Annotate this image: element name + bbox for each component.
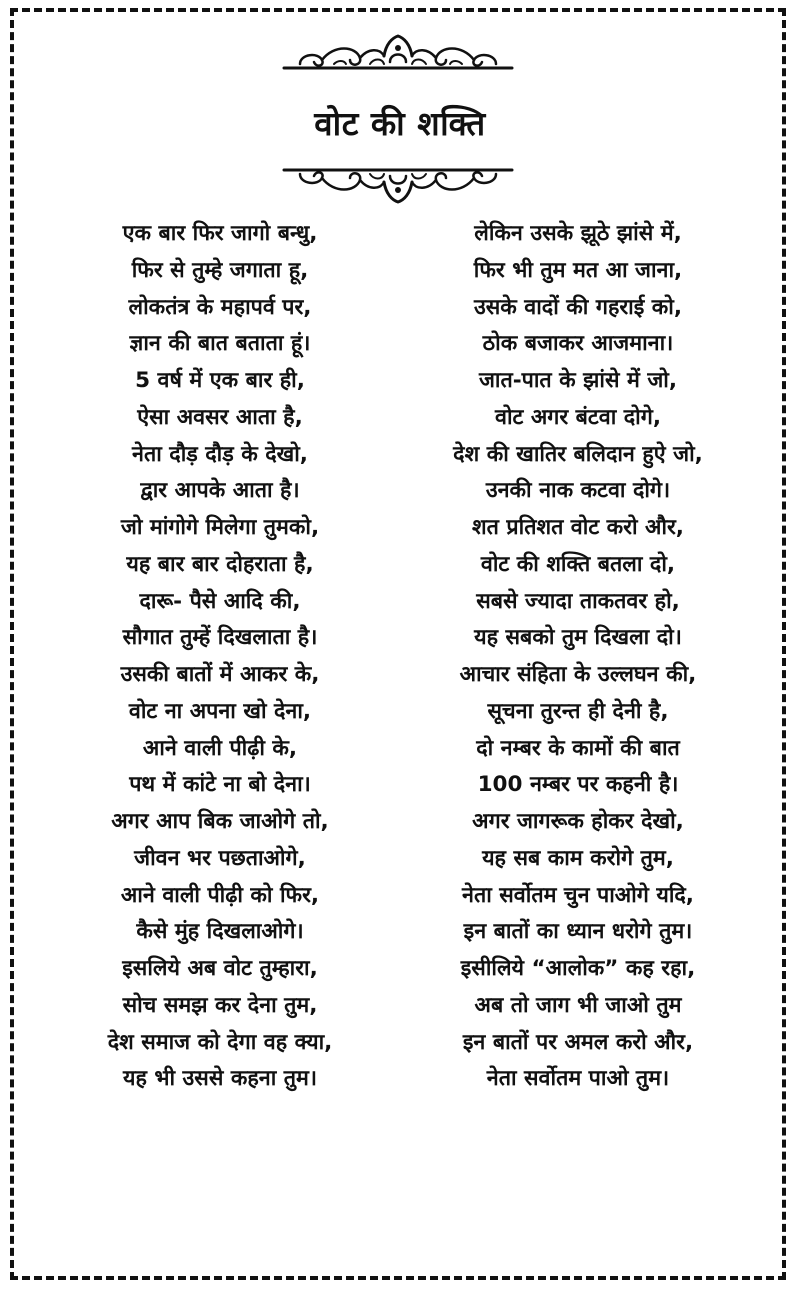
poem-line: जीवन भर पछताओगे, bbox=[134, 845, 306, 871]
poem-line: आने वाली पीढ़ी को फिर, bbox=[120, 882, 320, 908]
poem-line: इन बातों का ध्यान धरोगे तुम। bbox=[463, 919, 693, 945]
poem-line: 100 नम्बर पर कहनी है। bbox=[477, 772, 679, 798]
poem-line: लोकतंत्र के महापर्व पर, bbox=[128, 294, 312, 320]
poem-line: ठोक बजाकर आजमाना। bbox=[482, 331, 674, 357]
poem-line: आचार संहिता के उल्लघन की, bbox=[459, 662, 697, 687]
decorative-flourish-bottom-icon bbox=[278, 162, 518, 206]
poem-line: यह सबको तुम दिखला दो। bbox=[474, 625, 682, 651]
poem-line: इसलिये अब वोट तुम्हारा, bbox=[122, 956, 318, 981]
poem-line: फिर से तुम्हे जगाता हू, bbox=[131, 257, 309, 283]
poem-line: सोच समझ कर देना तुम, bbox=[122, 992, 318, 1018]
poem-line: ऐसा अवसर आता है, bbox=[137, 404, 303, 430]
poem-line: यह सब काम करोगे तुम, bbox=[482, 845, 674, 871]
poem-line: उसकी बातों में आकर के, bbox=[120, 662, 320, 687]
poem-line: 5 वर्ष में एक बार ही, bbox=[135, 368, 305, 393]
poem-line: कैसे मुंह दिखलाओगे। bbox=[136, 919, 304, 945]
poem-line: सबसे ज्यादा ताकतवर हो, bbox=[476, 588, 680, 614]
poem-line: इसीलिये “आलोक” कह रहा, bbox=[460, 956, 696, 981]
poem-line: उनकी नाक कटवा दोगे। bbox=[485, 478, 671, 504]
poem-line: वोट ना अपना खो देना, bbox=[128, 698, 312, 724]
poem-line: द्वार आपके आता है। bbox=[140, 478, 300, 504]
poem-line: नेता सर्वोतम चुन पाओगे यदि, bbox=[462, 882, 694, 908]
poem-line: शत प्रतिशत वोट करो और, bbox=[472, 515, 684, 540]
poem-line: लेकिन उसके झूठे झांसे में, bbox=[474, 221, 682, 246]
poem-line: यह भी उससे कहना तुम। bbox=[122, 1066, 318, 1092]
poem-line: देश की खातिर बलिदान हुऐ जो, bbox=[453, 441, 703, 467]
poem-line: फिर भी तुम मत आ जाना, bbox=[473, 257, 683, 283]
poem-line: जात-पात के झांसे में जो, bbox=[478, 368, 678, 393]
decorative-flourish-top-icon bbox=[278, 32, 518, 76]
poem-title: वोट की शक्ति bbox=[314, 104, 486, 143]
poem-line: नेता दौड़ दौड़ के देखो, bbox=[132, 441, 308, 467]
poem-line: दो नम्बर के कामों की बात bbox=[476, 735, 680, 761]
poem-line: जो मांगोगे मिलेगा तुमको, bbox=[120, 515, 320, 540]
poem-line: वोट अगर बंटवा दोगे, bbox=[494, 404, 662, 430]
poem-line: एक बार फिर जागो बन्धु, bbox=[122, 221, 318, 246]
poem-line: देश समाज को देगा वह क्या, bbox=[107, 1029, 333, 1055]
poem-line: आने वाली पीढ़ी के, bbox=[142, 735, 298, 761]
poem-line: अब तो जाग भी जाओ तुम bbox=[474, 992, 682, 1018]
poem-line: अगर आप बिक जाओगे तो, bbox=[111, 809, 329, 834]
poem-column-right bbox=[398, 216, 758, 1098]
poem-line: यह बार बार दोहराता है, bbox=[126, 551, 314, 577]
poem-line: इन बातों पर अमल करो और, bbox=[462, 1029, 694, 1055]
poem-line: वोट की शक्ति बतला दो, bbox=[480, 551, 676, 577]
poem-line: ज्ञान की बात बताता हूं। bbox=[129, 331, 311, 357]
poem-line: नेता सर्वोतम पाओ तुम। bbox=[486, 1066, 670, 1092]
poem-line: दारू- पैसे आदि की, bbox=[139, 588, 301, 614]
poem-line: सौगात तुम्हें दिखलाता है। bbox=[122, 625, 318, 651]
poem-column-left bbox=[40, 216, 400, 1098]
poem-line: अगर जागरूक होकर देखो, bbox=[472, 809, 684, 834]
poem-line: सूचना तुरन्त ही देनी है, bbox=[487, 698, 669, 724]
poem-line: उसके वादों की गहराई को, bbox=[473, 294, 683, 320]
poem-line: पथ में कांटे ना बो देना। bbox=[129, 772, 311, 798]
